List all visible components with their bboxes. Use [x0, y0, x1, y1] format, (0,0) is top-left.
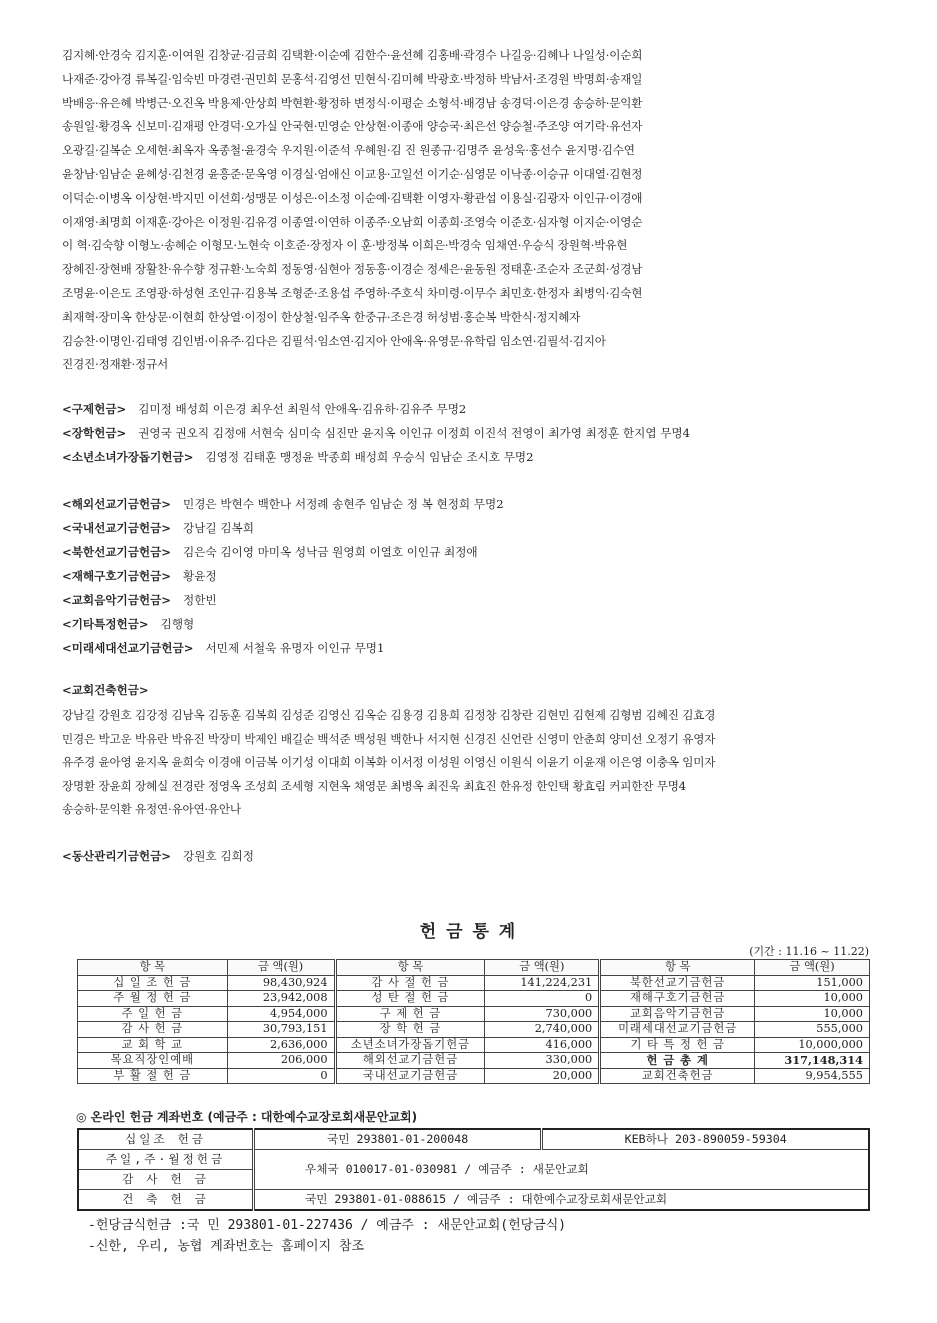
stats-item-cell: 헌 금 총 계 — [600, 1053, 755, 1069]
stats-amount-cell: 730,000 — [485, 1006, 600, 1022]
section-names: 강원호 김희정 — [183, 849, 254, 863]
offering-section — [62, 616, 194, 632]
section-label: <국내선교기금헌금> — [62, 521, 172, 535]
section-label: <동산관리기금헌금> — [62, 849, 172, 863]
stats-amount-cell: 98,430,924 — [227, 975, 335, 991]
donor-line: 윤창남·임남순 윤혜성·김천경 윤흥준·문옥영 이경실·엄애신 이교용·고일선 이기순·심영문 이낙종·이승규 이대열·김현정 — [62, 166, 643, 181]
stats-item-cell: 장 학 헌 금 — [335, 1022, 485, 1038]
section-names: 서민제 서철욱 유명자 이인규 무명1 — [205, 641, 385, 655]
stats-row — [78, 1022, 870, 1038]
stats-item-cell: 주 월 정 헌 금 — [78, 991, 228, 1007]
donor-line: 조명윤·이은도 조영광·하성현 조인규·김용복 조형준·조용섭 주영하·주호식 차미령·이무수 최민호·한정자 최병익·김숙현 — [62, 285, 643, 300]
section-names: 권영국 권오직 김정애 서현숙 심미숙 심진만 윤지옥 이인규 이정희 이진석 전영이 최가영 최정훈 한지엽 무명4 — [138, 426, 690, 440]
section-label: <교회건축헌금> — [62, 683, 149, 697]
building-donor-line: 장명환 장윤희 장혜실 전경란 정영옥 조성희 조세형 지현옥 채영문 최병옥 최진욱 최효진 한유정 한인택 황효림 커피한잔 무명4 — [62, 778, 686, 793]
donor-line: 이재영·최명희 이재훈·강아은 이정원·김유경 이종열·이연하 이종주·오남희 이종희·조영숙 이준호·심자형 이지순·이영순 — [62, 214, 643, 229]
stats-amount-cell: 0 — [485, 991, 600, 1007]
offering-section — [62, 401, 466, 417]
stats-amount-cell: 20,000 — [485, 1068, 600, 1084]
stats-amount-cell: 151,000 — [755, 975, 870, 991]
section-names: 김행형 — [160, 617, 195, 631]
stats-amount-cell: 141,224,231 — [485, 975, 600, 991]
building-account: 국민 293801-01-088615 / 예금주 : 대한예수교장로회새문안교회 — [254, 1190, 870, 1211]
donor-line: 최재혁·장미옥 한상문·이현희 한상열·이정이 한상철·임주옥 한중규·조은경 허성범·홍순복 박한식·정지혜자 — [62, 309, 581, 324]
stats-amount-cell: 2,740,000 — [485, 1022, 600, 1038]
section-label: <해외선교기금헌금> — [62, 497, 172, 511]
section-names: 정한빈 — [183, 593, 217, 607]
stats-amount-cell: 10,000 — [755, 991, 870, 1007]
stats-item-cell: 감 사 절 헌 금 — [335, 975, 485, 991]
donor-line: 김승찬·이명인·김태영 김인범·이유주·김다은 김필석·임소연·김지아 안애옥·유영문·유학림 임소연·김필석·김지아 — [62, 333, 606, 348]
stats-header-cell: 금 액(원) — [485, 960, 600, 976]
stats-amount-cell: 555,000 — [755, 1022, 870, 1038]
tithe-account-kb: 국민 293801-01-200048 — [254, 1129, 542, 1150]
stats-row — [78, 1037, 870, 1053]
stats-item-cell: 국내선교기금헌금 — [335, 1068, 485, 1084]
building-offering-names — [62, 704, 892, 822]
building-donor-line: 유주경 윤아영 윤지옥 윤희숙 이경애 이금복 이기성 이대희 이복화 이서정 이성원 이영신 이원식 이윤기 이윤재 이은영 이충옥 임미자 — [62, 755, 716, 770]
stats-row — [78, 1006, 870, 1022]
stats-amount-cell: 10,000,000 — [755, 1037, 870, 1053]
online-account-table — [77, 1128, 870, 1211]
section-label: <재해구호기금헌금> — [62, 569, 172, 583]
stats-item-cell: 부 활 절 헌 금 — [78, 1068, 228, 1084]
section-label: <구제헌금> — [62, 402, 127, 416]
stats-item-cell: 미래세대선교기금헌금 — [600, 1022, 755, 1038]
section-names: 민경은 박현수 백한나 서정례 송현주 임남순 정 복 현정희 무명2 — [183, 497, 504, 511]
offering-section — [62, 544, 478, 560]
stats-item-cell: 해외선교기금헌금 — [335, 1053, 485, 1069]
stats-header-cell: 항 목 — [78, 960, 228, 976]
online-account-title: ◎ 온라인 헌금 계좌번호 (예금주 : 대한예수교장로회새문안교회) — [76, 1110, 418, 1124]
stats-item-cell: 주 일 헌 금 — [78, 1006, 228, 1022]
offering-section — [62, 425, 690, 441]
section-label: <교회음악기금헌금> — [62, 593, 172, 607]
donor-line: 나재준·강아경 류복길·임숙빈 마경련·권민희 문홍석·김영선 민현식·김미혜 박광호·박정하 박남서·조경원 박명희·송재일 — [62, 71, 643, 86]
stats-amount-cell: 4,954,000 — [227, 1006, 335, 1022]
donor-line: 박배응·유은혜 박병근·오진옥 박용제·안상희 박현환·황정하 변정식·이평순 소형석·배경남 송경덕·이은경 송승하·문익환 — [62, 95, 643, 110]
stats-amount-cell: 206,000 — [227, 1053, 335, 1069]
property-offering — [62, 848, 254, 864]
stats-header-cell: 항 목 — [600, 960, 755, 976]
stats-item-cell: 성 탄 절 헌 금 — [335, 991, 485, 1007]
building-donor-line: 강남길 강원호 김강정 김남옥 김동훈 김복희 김성준 김영신 김옥순 김용경 김용희 김정창 김창란 김현민 김현제 김형범 김혜진 김효경 — [62, 708, 716, 722]
donor-name-list — [62, 44, 892, 377]
stats-item-cell: 감 사 헌 금 — [78, 1022, 228, 1038]
section-names: 강남길 김복희 — [183, 521, 254, 535]
stats-row — [78, 1068, 870, 1084]
post-office-account: 우체국 010017-01-030981 / 예금주 : 새문안교회 — [254, 1150, 870, 1190]
building-label: 건 축 헌 금 — [78, 1190, 254, 1211]
donor-line: 진경진·정재환·정규서 — [62, 357, 168, 372]
stats-row — [78, 975, 870, 991]
stats-amount-cell: 9,954,555 — [755, 1068, 870, 1084]
stats-item-cell: 구 제 헌 금 — [335, 1006, 485, 1022]
tithe-account-keb: KEB하나 203-890059-59304 — [542, 1129, 869, 1150]
stats-item-cell: 북한선교기금헌금 — [600, 975, 755, 991]
section-label: <기타특정헌금> — [62, 617, 149, 631]
offering-section — [62, 520, 254, 536]
stats-item-cell: 교회건축헌금 — [600, 1068, 755, 1084]
offering-section — [62, 449, 534, 465]
donor-line: 오광길·길복순 오세현·최옥자 옥종철·윤경숙 우지원·이준석 우혜원·김 진 원종규·김명주 윤성욱·홍선수 윤지명·김수연 — [62, 143, 635, 158]
stats-amount-cell: 0 — [227, 1068, 335, 1084]
donor-line: 이 혁·김숙향 이형노·송혜순 이형모·노현숙 이호준·장정자 이 훈·방정복 이희은·박경숙 임채연·우승식 장원혁·박유현 — [62, 238, 628, 253]
offering-section — [62, 568, 217, 584]
note-other-banks: -신한, 우리, 농협 계좌번호는 홈페이지 참조 — [88, 1239, 365, 1254]
section-label: <소년소녀가장돕기헌금> — [62, 450, 194, 464]
stats-item-cell: 교 회 학 교 — [78, 1037, 228, 1053]
stats-amount-cell: 30,793,151 — [227, 1022, 335, 1038]
sunday-monthly-label: 주일,주·월정헌금 — [78, 1150, 254, 1170]
stats-header-row — [78, 960, 870, 976]
stats-amount-cell: 317,148,314 — [755, 1053, 870, 1069]
building-donor-line: 민경은 박고운 박유란 박유진 박장미 박제인 배길순 백석준 백성원 백한나 서지현 신경진 신언란 신영미 안춘희 양미선 오정기 유영자 — [62, 731, 716, 746]
stats-row — [78, 991, 870, 1007]
section-label: <미래세대선교기금헌금> — [62, 641, 194, 655]
stats-item-cell: 기 타 특 정 헌 금 — [600, 1037, 755, 1053]
section-names: 황윤정 — [183, 569, 217, 583]
donor-line: 김지혜·안경숙 김지훈·이여원 김창균·김금희 김택환·이순예 김한수·윤선혜 김홍배·곽경수 나길응·김혜나 나일성·이순희 — [62, 48, 643, 62]
section-names: 김미정 배성희 이은경 최우선 최원석 안애옥·김유하·김유주 무명2 — [138, 402, 467, 416]
stats-item-cell: 소년소녀가장돕기헌금 — [335, 1037, 485, 1053]
stats-header-cell: 금 액(원) — [227, 960, 335, 976]
donor-line: 장혜진·장현배 장활찬·유수향 정규환·노숙희 정동영·심현아 정동흥·이경순 정세은·윤동원 정태훈·조순자 조군희·성경남 — [62, 262, 643, 277]
section-label: <북한선교기금헌금> — [62, 545, 172, 559]
stats-item-cell: 재해구호기금헌금 — [600, 991, 755, 1007]
building-offering-label — [62, 682, 161, 698]
stats-item-cell: 교회음악기금헌금 — [600, 1006, 755, 1022]
offering-stats-table — [77, 959, 870, 1084]
stats-amount-cell: 416,000 — [485, 1037, 600, 1053]
stats-amount-cell: 2,636,000 — [227, 1037, 335, 1053]
stats-header-cell: 항 목 — [335, 960, 485, 976]
donor-line: 이덕순·이병옥 이상현·박지민 이선희·성맹문 이성은·이소정 이순예·김택환 이영자·황관섭 이용실·김광자 이인규·이경애 — [62, 190, 643, 205]
stats-amount-cell: 330,000 — [485, 1053, 600, 1069]
stats-header-cell: 금 액(원) — [755, 960, 870, 976]
stats-period: (기간 : 11.16 ~ 11.22) — [749, 945, 869, 958]
stats-item-cell: 목요직장인예배 — [78, 1053, 228, 1069]
stats-item-cell: 십 일 조 헌 금 — [78, 975, 228, 991]
stats-amount-cell: 23,942,008 — [227, 991, 335, 1007]
thanks-label: 감 사 헌 금 — [78, 1170, 254, 1190]
section-names: 김은숙 김이영 마미옥 성낙금 원영희 이열호 이인규 최정애 — [183, 545, 478, 559]
offering-section — [62, 640, 384, 656]
donor-line: 송원일·황경옥 신보미·김재평 안경덕·오가실 안국현·민영순 안상현·이종애 양승국·최은선 양승철·주조양 여기락·유선자 — [62, 119, 643, 134]
offering-section — [62, 496, 504, 512]
stats-row — [78, 1053, 870, 1069]
stats-title: 헌 금 통 계 — [419, 922, 518, 942]
section-names: 김영정 김태훈 맹정윤 박종희 배성희 우승식 임남순 조시호 무명2 — [205, 450, 534, 464]
stats-amount-cell: 10,000 — [755, 1006, 870, 1022]
tithe-label: 십일조 헌금 — [78, 1129, 254, 1150]
note-dedication-account: -헌당금식헌금 :국 민 293801-01-227436 / 예금주 : 새문안교회(헌당금식) — [88, 1218, 567, 1233]
offering-section — [62, 592, 217, 608]
section-label: <장학헌금> — [62, 426, 127, 440]
building-donor-line: 송승하·문익환 유정연·유아연·유안나 — [62, 802, 241, 817]
